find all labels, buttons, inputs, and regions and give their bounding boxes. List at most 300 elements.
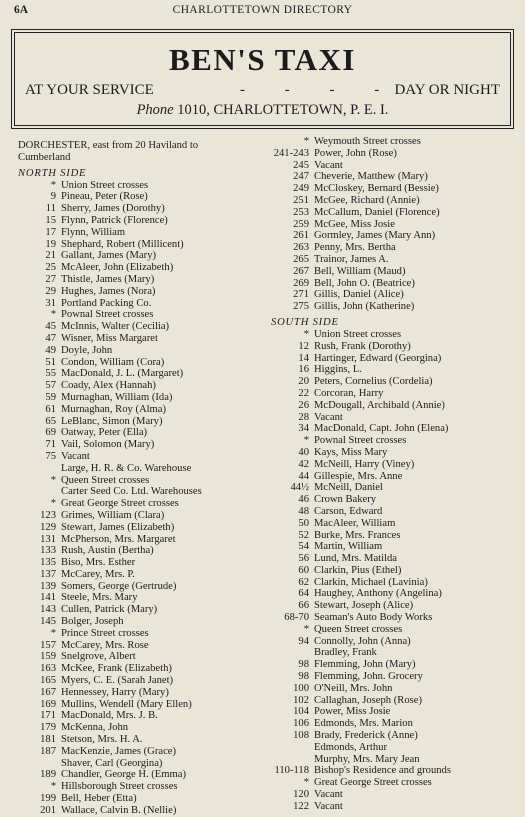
street-number: 179 [40, 722, 56, 734]
street-number: 45 [45, 321, 56, 333]
street-number: 47 [45, 332, 56, 344]
entry-text: Vacant [61, 450, 90, 462]
directory-entry [271, 742, 517, 754]
street-number: 48 [298, 505, 309, 517]
directory-entry [18, 215, 264, 227]
directory-entry [271, 207, 517, 219]
entry-text: McCloskey, Bernard (Bessie) [314, 183, 439, 195]
entry-text: Gillis, John (Katherine) [314, 301, 415, 313]
directory-entry [271, 695, 517, 707]
directory-entry [18, 368, 264, 380]
street-number: 143 [40, 604, 56, 616]
street-number: 169 [40, 698, 56, 710]
entry-text: McCarey, Mrs. P. [61, 568, 135, 580]
street-number: 21 [45, 250, 56, 262]
entry-text: Power, Miss Josie [314, 706, 391, 718]
entry-text: Doyle, John [61, 344, 113, 356]
directory-entry [18, 262, 264, 274]
ad-tagline-left: AT YOUR SERVICE [25, 82, 154, 98]
entry-text: Hartinger, Edward (Georgina) [314, 352, 442, 364]
street-number: 19 [45, 238, 56, 250]
entry-text: Oatway, Peter (Ella) [61, 427, 148, 439]
heading-text: DORCHESTER, east from 20 Haviland to [18, 140, 199, 151]
street-number: 245 [293, 159, 309, 171]
street-number: 27 [45, 273, 56, 285]
directory-entry [18, 522, 264, 534]
directory-entry [271, 730, 517, 742]
directory-entry [18, 769, 264, 781]
ad-business-name: BEN'S TAXI [169, 42, 356, 77]
entry-text: Great George Street crosses [314, 777, 432, 789]
street-number: 65 [45, 415, 56, 427]
street-number: 9 [50, 191, 56, 203]
entry-text: Biso, Mrs. Esther [61, 557, 136, 569]
street-number: 122 [293, 800, 309, 812]
directory-entry [271, 400, 517, 412]
entry-text: Carter Seed Co. Ltd. Warehouses [61, 486, 202, 498]
directory-entry [271, 353, 517, 365]
entry-text: MacDonald, J. L. (Margaret) [61, 368, 184, 380]
street-number: 261 [293, 230, 309, 242]
cross-street-line [271, 329, 517, 341]
street-number: 108 [293, 730, 309, 742]
street-number: 60 [298, 564, 309, 576]
entry-text: Kays, Miss Mary [314, 446, 388, 458]
heading-text: NORTH SIDE [18, 167, 87, 179]
street-number: 15 [45, 214, 56, 226]
street-number: 141 [40, 592, 56, 604]
street-number: 69 [45, 427, 56, 439]
street-number: 251 [293, 194, 309, 206]
entry-text: Union Street crosses [314, 328, 402, 340]
bens-taxi-advertisement [14, 32, 511, 126]
directory-entry [271, 659, 517, 671]
entry-text: Vacant [314, 159, 343, 171]
directory-entry [18, 722, 264, 734]
page-header [14, 4, 511, 20]
street-number: 54 [298, 541, 309, 553]
entry-text: Queen Street crosses [61, 474, 150, 486]
entry-text: Stetson, Mrs. H. A. [61, 734, 143, 746]
entry-text: Condon, William (Cora) [61, 356, 165, 368]
entry-text: McAleer, John (Elizabeth) [61, 262, 174, 274]
street-number: 189 [40, 769, 56, 781]
street-number: 123 [40, 509, 56, 521]
directory-entry [18, 675, 264, 687]
directory-entry [18, 416, 264, 428]
street-number: 29 [45, 285, 56, 297]
entry-text: Seaman's Auto Body Works [314, 612, 433, 624]
directory-entry [18, 710, 264, 722]
street-number: 52 [298, 529, 309, 541]
entry-text: Pineau, Peter (Rose) [61, 191, 148, 203]
entry-text: McDougall, Archibald (Annie) [314, 399, 445, 411]
entry-text: Hennessey, Harry (Mary) [61, 686, 169, 698]
entry-text: Stewart, James (Elizabeth) [61, 521, 175, 533]
entry-text: Gormley, James (Mary Ann) [314, 230, 436, 242]
street-number: * [50, 781, 56, 793]
street-number: * [50, 474, 56, 486]
directory-entry [271, 459, 517, 471]
directory-entry [271, 278, 517, 290]
entry-text: MacKenzie, James (Grace) [61, 745, 176, 757]
directory-entry [18, 592, 264, 604]
street-number: 40 [298, 446, 309, 458]
directory-entry [18, 357, 264, 369]
directory-entry [18, 758, 264, 770]
entry-text: Murnaghan, Roy (Alma) [61, 403, 167, 415]
entry-text: McKenna, John [61, 722, 129, 734]
directory-entry [18, 333, 264, 345]
street-number: 22 [298, 387, 309, 399]
entry-text: Martin, William [314, 541, 383, 553]
street-number: * [50, 498, 56, 510]
directory-entry [271, 494, 517, 506]
street-number: 135 [40, 557, 56, 569]
entry-text: Bell, John O. (Beatrice) [314, 277, 415, 289]
street-number: 199 [40, 793, 56, 805]
street-number: 34 [298, 423, 309, 435]
street-number: 120 [293, 789, 309, 801]
entry-text: Myers, C. E. (Sarah Janet) [61, 675, 174, 687]
street-number: 16 [298, 364, 309, 376]
entry-text: Higgins, L. [314, 364, 362, 376]
entry-text: Rush, Austin (Bertha) [61, 545, 154, 557]
entry-text: Flynn, William [61, 226, 126, 238]
entry-text: Stewart, Joseph (Alice) [314, 600, 414, 612]
directory-entry [271, 266, 517, 278]
cross-street-line [271, 624, 517, 636]
directory-entry [18, 699, 264, 711]
directory-entry [271, 183, 517, 195]
directory-entry [271, 388, 517, 400]
entry-text: Trainor, James A. [314, 253, 389, 265]
cross-street-line [271, 136, 517, 148]
street-number: 44½ [290, 482, 309, 494]
street-number: 98 [298, 671, 309, 683]
street-number: 31 [45, 297, 56, 309]
entry-text: McCarey, Mrs. Rose [61, 639, 149, 651]
street-number: 167 [40, 686, 56, 698]
entry-text: Weymouth Street crosses [314, 136, 421, 147]
entry-text: Pownal Street crosses [314, 435, 407, 447]
directory-entry [18, 439, 264, 451]
street-number: * [303, 136, 309, 147]
directory-entry [18, 545, 264, 557]
street-number: 163 [40, 663, 56, 675]
street-number: 104 [293, 706, 309, 718]
entry-text: Corcoran, Harry [314, 387, 384, 399]
street-number: 263 [293, 242, 309, 254]
street-number: 42 [298, 458, 309, 470]
directory-entry [18, 427, 264, 439]
side-heading [18, 164, 264, 180]
street-number: 28 [298, 411, 309, 423]
street-number: 171 [40, 710, 56, 722]
entry-text: Hillsborough Street crosses [61, 781, 178, 793]
entry-text: Queen Street crosses [314, 623, 403, 635]
street-number: * [303, 328, 309, 340]
directory-entry [18, 274, 264, 286]
directory-entry [18, 793, 264, 805]
street-number: 11 [45, 203, 56, 215]
directory-entry [271, 600, 517, 612]
street-number: * [50, 309, 56, 321]
directory-entry [271, 588, 517, 600]
entry-text: Prince Street crosses [61, 627, 149, 639]
directory-entry [271, 789, 517, 801]
entry-text: Crown Bakery [314, 494, 377, 506]
street-number: 44 [298, 470, 309, 482]
entry-text: McGee, Miss Josie [314, 218, 395, 230]
entry-text: Flynn, Patrick (Florence) [61, 214, 168, 226]
directory-entry [18, 298, 264, 310]
entry-text: Rush, Frank (Dorothy) [314, 340, 411, 352]
directory-entry [18, 345, 264, 357]
street-number: 12 [298, 340, 309, 352]
street-number: * [303, 777, 309, 789]
entry-text: McNeill, Daniel [314, 482, 383, 494]
entry-text: Brady, Frederick (Anne) [314, 730, 418, 742]
street-number: 71 [45, 439, 56, 451]
entry-text: Haughey, Anthony (Angelina) [314, 588, 442, 600]
street-number: 265 [293, 253, 309, 265]
entry-text: Carson, Edward [314, 505, 383, 517]
directory-entry [271, 765, 517, 777]
directory-entry [271, 636, 517, 648]
directory-entry [271, 412, 517, 424]
directory-entry [271, 577, 517, 589]
entry-text: Coady, Alex (Hannah) [61, 380, 156, 392]
street-number: 110-118 [274, 765, 309, 777]
street-number: 267 [293, 265, 309, 277]
street-number: 57 [45, 380, 56, 392]
street-number: 271 [293, 289, 309, 301]
directory-entry [271, 148, 517, 160]
street-number: 139 [40, 580, 56, 592]
street-number: 98 [298, 659, 309, 671]
cross-street-line [18, 309, 264, 321]
cross-street-line [18, 475, 264, 487]
directory-entry [271, 482, 517, 494]
street-number: 145 [40, 616, 56, 628]
entry-text: Clarkin, Pius (Ethel) [314, 564, 402, 576]
street-number: 201 [40, 804, 56, 816]
entry-text: McCallum, Daniel (Florence) [314, 206, 440, 218]
street-number: 20 [298, 376, 309, 388]
street-number: 249 [293, 183, 309, 195]
directory-entry [18, 250, 264, 262]
ad-tagline-dashes: - - - - [240, 82, 398, 98]
street-number: 94 [298, 635, 309, 647]
street-number: 159 [40, 651, 56, 663]
entry-text: Wallace, Calvin B. (Nellie) [61, 804, 177, 816]
street-number: 56 [298, 553, 309, 565]
entry-text: Gillespie, Mrs. Anne [314, 470, 403, 482]
directory-entry [18, 734, 264, 746]
entry-text: O'Neill, Mrs. John [314, 682, 393, 694]
entry-text: Vail, Solomon (Mary) [61, 439, 155, 451]
entry-text: Wisner, Miss Margaret [61, 332, 158, 344]
street-number: 26 [298, 399, 309, 411]
directory-entry [18, 463, 264, 475]
entry-text: MacDonald, Mrs. J. B. [61, 710, 158, 722]
directory-entry [18, 746, 264, 758]
entry-text: McKee, Frank (Elizabeth) [61, 663, 172, 675]
entry-text: Hughes, James (Nora) [61, 285, 156, 297]
directory-entry [271, 160, 517, 172]
entry-text: Cullen, Patrick (Mary) [61, 604, 158, 616]
street-number: 131 [40, 533, 56, 545]
directory-entry [271, 376, 517, 388]
directory-entry [271, 801, 517, 813]
street-number: 106 [293, 718, 309, 730]
directory-entry [271, 718, 517, 730]
entry-text: Bell, Heber (Etta) [61, 793, 137, 805]
entry-text: Gallant, James (Mary) [61, 250, 157, 262]
entry-text: Burke, Mrs. Frances [314, 529, 401, 541]
directory-entry [271, 341, 517, 353]
directory-entry [18, 581, 264, 593]
street-number: 61 [45, 403, 56, 415]
entry-text: Callaghan, Joseph (Rose) [314, 694, 422, 706]
entry-text: Gillis, Daniel (Alice) [314, 289, 404, 301]
entry-text: Murphy, Mrs. Mary Jean [314, 753, 420, 765]
entry-text: Pownal Street crosses [61, 309, 154, 321]
cross-street-line [271, 777, 517, 789]
street-number: 187 [40, 745, 56, 757]
street-number: 165 [40, 675, 56, 687]
street-number: 46 [298, 494, 309, 506]
street-heading [18, 140, 264, 152]
directory-entry [18, 486, 264, 498]
entry-text: McPherson, Mrs. Margaret [61, 533, 176, 545]
street-number: 133 [40, 545, 56, 557]
street-number: 59 [45, 391, 56, 403]
directory-entry [271, 506, 517, 518]
directory-entry [271, 565, 517, 577]
cross-street-line [18, 498, 264, 510]
street-number: 25 [45, 262, 56, 274]
entry-text: Lund, Mrs. Matilda [314, 553, 397, 565]
street-number: 100 [293, 682, 309, 694]
directory-entry [271, 364, 517, 376]
entry-text: Flemming, John. Grocery [314, 671, 423, 683]
entry-text: Great George Street crosses [61, 498, 179, 510]
directory-entry [18, 404, 264, 416]
street-number: 247 [293, 171, 309, 183]
directory-entry [18, 203, 264, 215]
directory-entry [271, 447, 517, 459]
street-number: 62 [298, 576, 309, 588]
ad-tagline-right: DAY OR NIGHT [394, 82, 500, 98]
entry-text: MacDonald, Capt. John (Elena) [314, 423, 449, 435]
cross-street-line [18, 628, 264, 640]
directory-entry [18, 191, 264, 203]
ad-tagline [25, 82, 500, 100]
entry-text: Grimes, William (Clara) [61, 509, 165, 521]
street-number: * [50, 627, 56, 639]
directory-entry [271, 706, 517, 718]
street-number: 241-243 [273, 147, 309, 159]
entry-text: Thistle, James (Mary) [61, 273, 155, 285]
street-number: * [303, 623, 309, 635]
entry-text: Large, H. R. & Co. Warehouse [61, 462, 192, 474]
entry-text: Connolly, John (Anna) [314, 635, 411, 647]
entry-text: Bolger, Joseph [61, 616, 124, 628]
street-number: 66 [298, 600, 309, 612]
directory-entry [18, 651, 264, 663]
entry-text: Vacant [314, 800, 343, 812]
directory-entry [18, 569, 264, 581]
street-number: 17 [45, 226, 56, 238]
entry-text: Mullins, Wendell (Mary Ellen) [61, 698, 192, 710]
directory-entry [18, 805, 264, 817]
directory-entry [18, 687, 264, 699]
entry-text: Peters, Cornelius (Cordelia) [314, 376, 433, 388]
directory-entry [271, 518, 517, 530]
directory-entry [271, 553, 517, 565]
street-number: 64 [298, 588, 309, 600]
entry-text: LeBlanc, Simon (Mary) [61, 415, 163, 427]
street-number: 253 [293, 206, 309, 218]
directory-entry [271, 754, 517, 766]
street-number: * [50, 179, 56, 191]
directory-entry [271, 301, 517, 313]
directory-entry [271, 683, 517, 695]
directory-entry [18, 321, 264, 333]
cross-street-line [271, 435, 517, 447]
entry-text: Bradley, Frank [314, 647, 377, 659]
heading-text: SOUTH SIDE [271, 316, 339, 328]
street-number: 269 [293, 277, 309, 289]
street-number: 137 [40, 568, 56, 580]
ad-phone-rest: 1010, CHARLOTTETOWN, P. E. I. [173, 102, 389, 118]
entry-text: Bishop's Residence and grounds [314, 765, 451, 777]
directory-entry [18, 640, 264, 652]
street-number: 181 [40, 734, 56, 746]
directory-entry [18, 380, 264, 392]
street-number: 259 [293, 218, 309, 230]
running-title: CHARLOTTETOWN DIRECTORY [172, 4, 353, 16]
directory-entry [271, 471, 517, 483]
directory-entry [18, 616, 264, 628]
entry-text: Murnaghan, William (Ida) [61, 391, 173, 403]
street-number: 129 [40, 521, 56, 533]
right-column [271, 136, 517, 813]
side-heading [271, 313, 517, 329]
directory-entry [18, 663, 264, 675]
directory-entry [271, 195, 517, 207]
street-number: 49 [45, 344, 56, 356]
street-number: 50 [298, 517, 309, 529]
entry-text: Cheverie, Matthew (Mary) [314, 171, 428, 183]
entry-text: Vacant [314, 789, 343, 801]
entry-text: Sherry, James (Dorothy) [61, 203, 165, 215]
entry-text: Penny, Mrs. Bertha [314, 242, 396, 254]
directory-entry [18, 227, 264, 239]
street-number: 14 [298, 352, 309, 364]
entry-text: Union Street crosses [61, 179, 149, 191]
street-number: 75 [45, 450, 56, 462]
entry-text: Shephard, Robert (Millicent) [61, 238, 184, 250]
street-number: 102 [293, 694, 309, 706]
directory-entry [18, 604, 264, 616]
entry-text: Vacant [314, 411, 343, 423]
directory-entry [271, 254, 517, 266]
street-number: 68-70 [284, 612, 309, 624]
directory-entry [271, 423, 517, 435]
